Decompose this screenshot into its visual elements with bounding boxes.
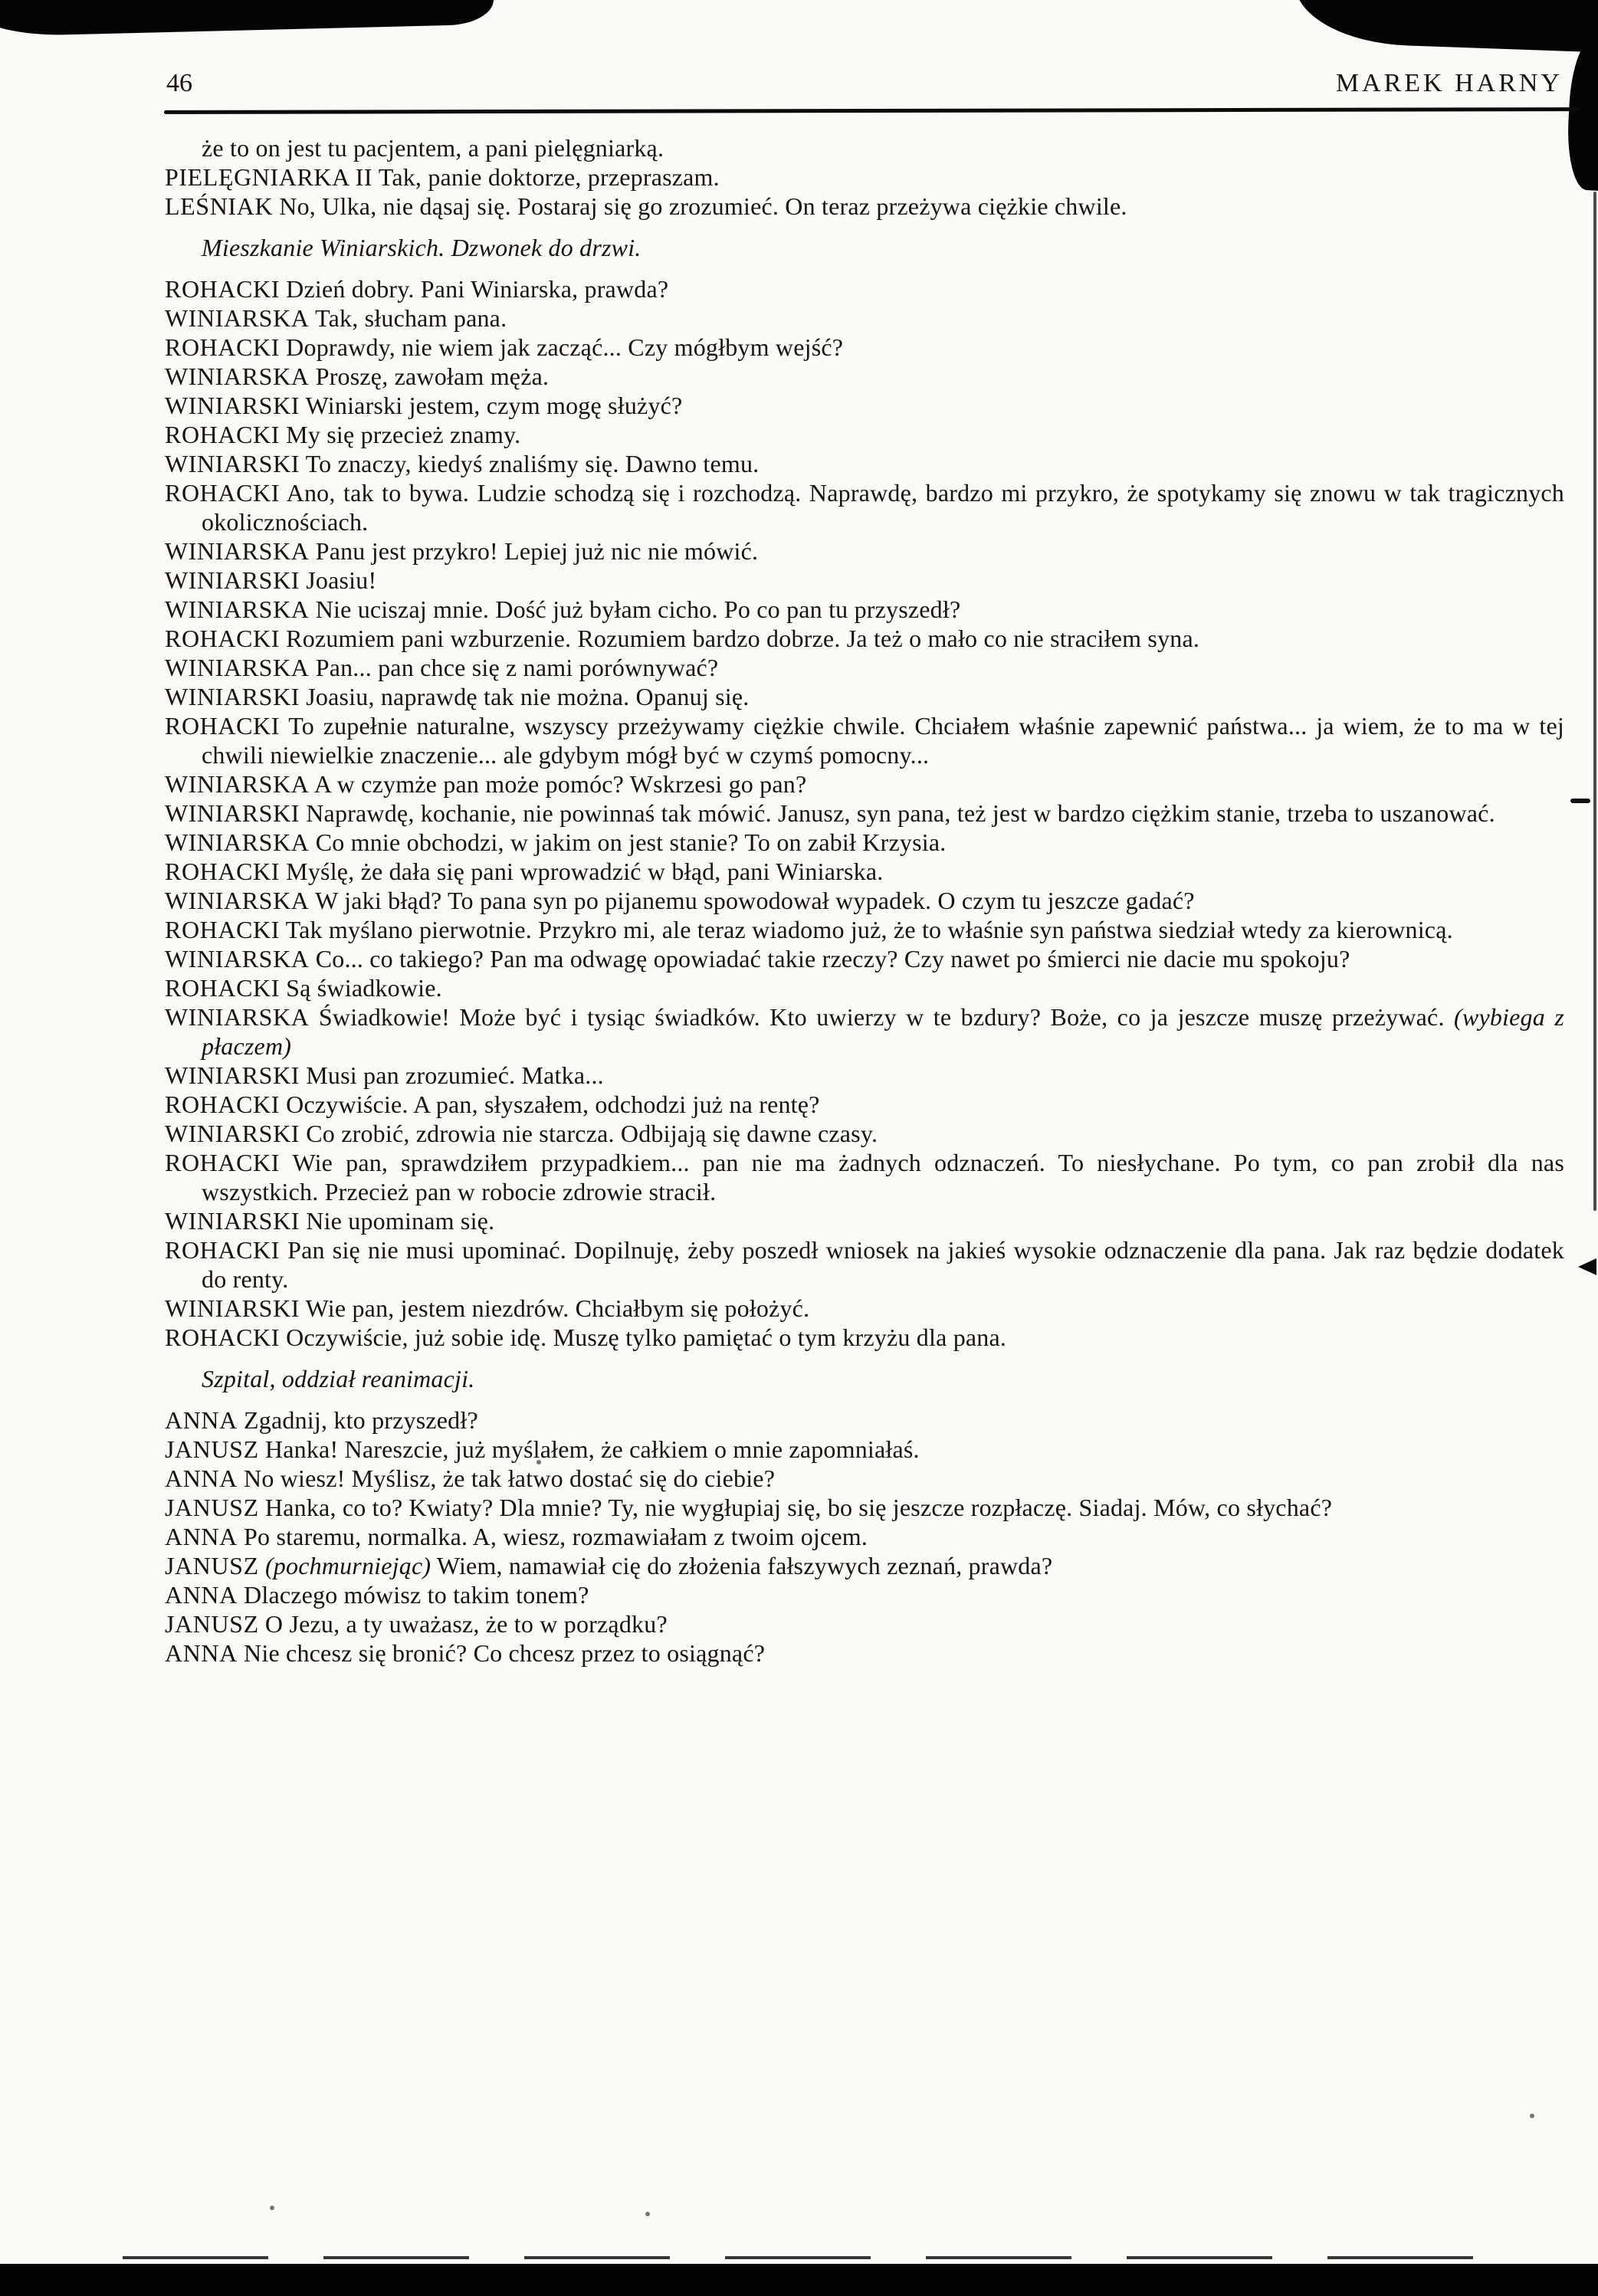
speaker-name: ROHACKI (165, 479, 280, 507)
scan-speck (645, 2212, 650, 2216)
scan-artifact-right-dash (1570, 799, 1590, 803)
stage-note: Mieszkanie Winiarskich. Dzwonek do drzwi. (202, 234, 641, 261)
speech-paragraph (165, 886, 1564, 915)
dialogue-text: W jaki błąd? To pana syn po pijanemu spowodował wypadek. O czym tu jeszcze gadać? (309, 887, 1195, 914)
dialogue-text: Wie pan, jestem niezdrów. Chciałbym się położyć. (300, 1294, 810, 1322)
scan-artifact-bottom-bar (0, 2264, 1598, 2296)
speaker-name: WINIARSKA (165, 1003, 310, 1031)
dialogue-text: Oczywiście. A pan, słyszałem, odchodzi już na rentę? (279, 1091, 820, 1118)
speech-paragraph (165, 1235, 1564, 1294)
header-rule (164, 107, 1580, 114)
speaker-name: JANUSZ (165, 1552, 259, 1579)
dialogue-text: Wie pan, sprawdziłem przypadkiem... pan nie ma żadnych odznaczeń. To niesłychane. Po tym, co pan zrobił dla nas wszystkich. Przecież pan w robocie zdrowie stracił. (202, 1149, 1564, 1205)
speech-paragraph (165, 682, 1564, 711)
speaker-name: WINIARSKI (165, 392, 300, 419)
dialogue-text (259, 1552, 265, 1579)
dialogue-text: że to on jest tu pacjentem, a pani pielęgniarką. (202, 134, 664, 162)
speech-paragraph (165, 391, 1564, 420)
scan-artifact-right-arrow-mark (1578, 1258, 1596, 1275)
dialogue-text: Ano, tak to bywa. Ludzie schodzą się i rozchodzą. Naprawdę, bardzo mi przykro, że spotykamy się znowu w tak tragicznych okolicznościach. (202, 479, 1564, 536)
speech-paragraph (165, 799, 1564, 828)
dialogue-text: Joasiu, naprawdę tak nie można. Opanuj się. (300, 683, 750, 710)
speech-paragraph (165, 1522, 1564, 1551)
speech-paragraph (165, 192, 1564, 221)
speech-paragraph (165, 1119, 1564, 1148)
dialogue-text: Oczywiście, już sobie idę. Muszę tylko pamiętać o tym krzyżu dla pana. (279, 1323, 1007, 1351)
speaker-name: ROHACKI (165, 858, 280, 885)
scan-artifact-right-edge-line (1593, 192, 1596, 1211)
speech-paragraph (165, 536, 1564, 566)
speaker-name: ROHACKI (165, 1091, 280, 1118)
speech-paragraph (165, 1609, 1564, 1638)
speech-paragraph (165, 274, 1564, 303)
dialogue-text: Winiarski jestem, czym mogę służyć? (300, 392, 683, 419)
speaker-name: WINIARSKI (165, 799, 300, 827)
speaker-name: ROHACKI (165, 916, 280, 943)
speaker-name: WINIARSKA (165, 362, 310, 390)
dialogue-text: Co zrobić, zdrowia nie starcza. Odbijają się dawne czasy. (300, 1120, 878, 1147)
speech-paragraph (165, 711, 1564, 769)
scan-artifact-top-right (1293, 0, 1598, 54)
speaker-name: ROHACKI (165, 1323, 280, 1351)
dialogue-text: Świadkowie! Może być i tysiąc świadków. Kto uwierzy w te bzdury? Boże, co ja jeszcze muszę przeżywać. (309, 1003, 1455, 1031)
speaker-name: ROHACKI (165, 1236, 280, 1264)
speaker-name: ANNA (165, 1406, 238, 1434)
speech-paragraph (165, 828, 1564, 857)
dialogue-text: Nie chcesz się bronić? Co chcesz przez to osiągnąć? (237, 1639, 766, 1667)
speech-paragraph (165, 333, 1564, 362)
dialogue-text: Tak, słucham pana. (309, 304, 507, 332)
dialogue-text: Naprawdę, kochanie, nie powinnaś tak mówić. Janusz, syn pana, też jest w bardzo ciężkim stanie, trzeba to uszanować. (300, 799, 1495, 827)
speech-paragraph (165, 915, 1564, 944)
speaker-name: PIELĘGNIARKA II (165, 163, 373, 191)
page-number: 46 (166, 69, 192, 97)
stage-note: (wybiega z płaczem) (202, 1003, 1564, 1060)
dialogue-text: Wiem, namawiał cię do złożenia fałszywych zeznań, prawda? (431, 1552, 1053, 1579)
dialogue-text: Pan... pan chce się z nami porównywać? (309, 654, 719, 681)
dialogue-text: Hanka! Nareszcie, już myślałem, że całkiem o mnie zapomniałaś. (258, 1435, 920, 1463)
dialogue-text: Rozumiem pani wzburzenie. Rozumiem bardzo dobrze. Ja też o mało co nie straciłem syna. (279, 625, 1200, 652)
dialogue-text: To znaczy, kiedyś znaliśmy się. Dawno temu. (300, 450, 760, 477)
speech-paragraph (165, 1206, 1564, 1235)
stage-direction (165, 233, 1564, 262)
speech-paragraph (165, 944, 1564, 973)
dialogue-text: Panu jest przykro! Lepiej już nic nie mówić. (309, 537, 759, 565)
page-header (166, 69, 1563, 98)
speaker-name: WINIARSKA (165, 654, 310, 681)
speech-paragraph (165, 1323, 1564, 1352)
dialogue-text: Co... co takiego? Pan ma odwagę opowiadać takie rzeczy? Czy nawet po śmierci nie dacie mu spokoju? (309, 945, 1350, 973)
stage-note: Szpital, oddział reanimacji. (202, 1365, 475, 1392)
speaker-name: WINIARSKI (165, 1120, 300, 1147)
speaker-name: ROHACKI (165, 712, 280, 740)
dialogue-text: Tak myślano pierwotnie. Przykro mi, ale teraz wiadomo już, że to właśnie syn państwa siedział wtedy za kierownicą. (279, 916, 1453, 943)
dialogue-text: To zupełnie naturalne, wszyscy przeżywamy ciężkie chwile. Chciałem właśnie zapewnić państwa... ja wiem, że to ma w tej chwili niewielkie znaczenie... ale gdybym mógł być w czymś pomocny... (202, 712, 1564, 769)
dialogue-text: Dlaczego mówisz to takim tonem? (237, 1581, 589, 1609)
speech-paragraph (165, 1148, 1564, 1206)
speaker-name: ANNA (165, 1523, 238, 1550)
speech-paragraph (165, 420, 1564, 449)
speaker-name: ROHACKI (165, 1149, 280, 1176)
speech-paragraph (165, 595, 1564, 624)
speech-paragraph (165, 1002, 1564, 1061)
speech-paragraph (165, 624, 1564, 653)
speech-paragraph (165, 1551, 1564, 1580)
speaker-name: ROHACKI (165, 275, 280, 303)
scan-speck (1530, 2114, 1534, 2118)
dialogue-text: Doprawdy, nie wiem jak zacząć... Czy mógłbym wejść? (279, 333, 844, 361)
dialogue-text: Są świadkowie. (279, 974, 442, 1002)
stage-direction (165, 1364, 1564, 1393)
script-body (165, 133, 1564, 1668)
speech-paragraph (165, 857, 1564, 886)
speech-paragraph (165, 1638, 1564, 1668)
speaker-name: ANNA (165, 1465, 238, 1492)
dialogue-text: Co mnie obchodzi, w jakim on jest stanie? To on zabił Krzysia. (309, 828, 947, 856)
dialogue-text: A w czymże pan może pomóc? Wskrzesi go pan? (309, 770, 807, 798)
dialogue-text: Po staremu, normalka. A, wiesz, rozmawiałam z twoim ojcem. (237, 1523, 868, 1550)
speaker-name: WINIARSKI (165, 1061, 300, 1089)
speech-paragraph (165, 133, 1564, 162)
speaker-name: WINIARSKI (165, 1294, 300, 1322)
speech-paragraph (165, 769, 1564, 799)
speech-paragraph (165, 1580, 1564, 1609)
speaker-name: ROHACKI (165, 421, 280, 448)
speech-paragraph (165, 362, 1564, 391)
dialogue-text: Pan się nie musi upominać. Dopilnuję, żeby poszedł wniosek na jakieś wysokie odznaczenie dla pana. Jak raz będzie dodatek do renty. (202, 1236, 1564, 1293)
speech-paragraph (165, 1061, 1564, 1090)
speaker-name: ROHACKI (165, 625, 280, 652)
dialogue-text: Proszę, zawołam męża. (309, 362, 550, 390)
speaker-name: WINIARSKI (165, 566, 300, 594)
dialogue-text: No, Ulka, nie dąsaj się. Postaraj się go zrozumieć. On teraz przeżywa ciężkie chwile. (273, 192, 1127, 220)
speech-paragraph (165, 973, 1564, 1002)
speaker-name: WINIARSKA (165, 304, 310, 332)
speech-paragraph (165, 1493, 1564, 1522)
speech-paragraph (165, 478, 1564, 536)
dialogue-text: No wiesz! Myślisz, że tak łatwo dostać się do ciebie? (237, 1465, 776, 1492)
speaker-name: WINIARSKA (165, 887, 310, 914)
speaker-name: JANUSZ (165, 1610, 259, 1638)
speaker-name: WINIARSKA (165, 595, 310, 623)
speaker-name: ANNA (165, 1639, 238, 1667)
dialogue-text: Hanka, co to? Kwiaty? Dla mnie? Ty, nie wygłupiaj się, bo się jeszcze rozpłaczę. Siadaj. Mów, co słychać? (258, 1494, 1333, 1521)
dialogue-text: Joasiu! (300, 566, 377, 594)
speech-paragraph (165, 1435, 1564, 1464)
stage-note: (pochmurniejąc) (264, 1552, 431, 1579)
speaker-name: JANUSZ (165, 1494, 259, 1521)
speaker-name: WINIARSKA (165, 537, 310, 565)
speech-paragraph (165, 1090, 1564, 1119)
speaker-name: LEŚNIAK (165, 192, 274, 220)
speaker-name: WINIARSKI (165, 683, 300, 710)
speaker-name: WINIARSKI (165, 1207, 300, 1235)
speech-paragraph (165, 566, 1564, 595)
dialogue-text: Tak, panie doktorze, przepraszam. (372, 163, 720, 191)
dialogue-text: Nie uciszaj mnie. Dość już byłam cicho. Po co pan tu przyszedł? (309, 595, 961, 623)
speaker-name: WINIARSKA (165, 828, 310, 856)
speaker-name: JANUSZ (165, 1435, 259, 1463)
speaker-name: ANNA (165, 1581, 238, 1609)
running-header: MAREK HARNY (1335, 69, 1563, 97)
dialogue-text: Musi pan zrozumieć. Matka... (300, 1061, 604, 1089)
speaker-name: WINIARSKA (165, 945, 310, 973)
dialogue-text: O Jezu, a ty uważasz, że to w porządku? (258, 1610, 668, 1638)
speech-paragraph (165, 162, 1564, 192)
speaker-name: ROHACKI (165, 974, 280, 1002)
speaker-name: WINIARSKI (165, 450, 300, 477)
scan-artifact-top-right-tail (1565, 36, 1598, 191)
dialogue-text: Myślę, że dała się pani wprowadzić w błąd, pani Winiarska. (279, 858, 884, 885)
dialogue-text: Zgadnij, kto przyszedł? (237, 1406, 478, 1434)
speaker-name: ROHACKI (165, 333, 280, 361)
speech-paragraph (165, 1294, 1564, 1323)
scan-artifact-bottom-dashed-line (123, 2256, 1514, 2259)
speech-paragraph (165, 303, 1564, 333)
scan-speck (270, 2206, 274, 2210)
dialogue-text: My się przecież znamy. (279, 421, 521, 448)
speech-paragraph (165, 653, 1564, 682)
dialogue-text: Dzień dobry. Pani Winiarska, prawda? (279, 275, 669, 303)
speech-paragraph (165, 449, 1564, 478)
speech-paragraph (165, 1464, 1564, 1493)
speech-paragraph (165, 1405, 1564, 1435)
dialogue-text: Nie upominam się. (300, 1207, 495, 1235)
speaker-name: WINIARSKA (165, 770, 310, 798)
